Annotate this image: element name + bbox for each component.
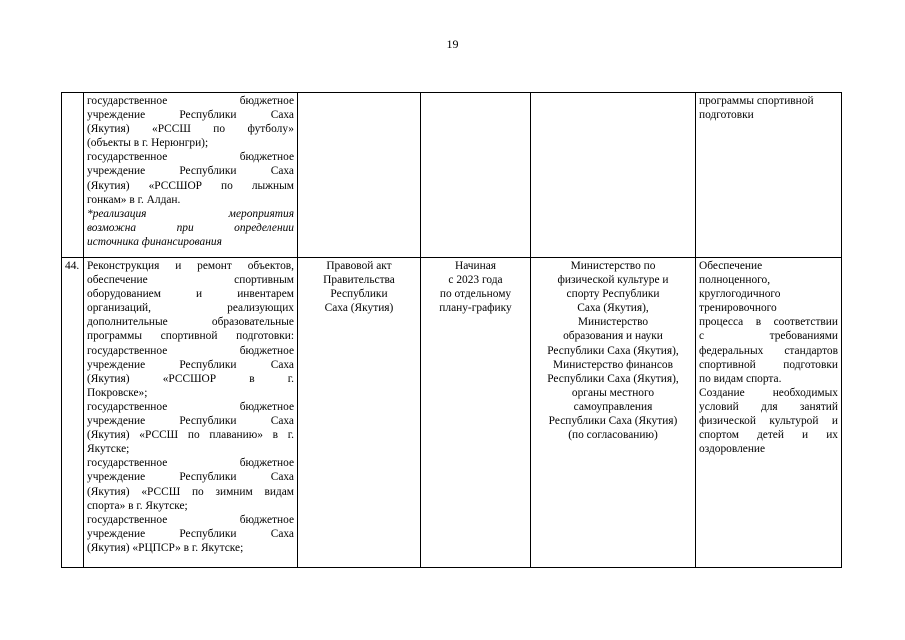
text-line: Министерство по (570, 260, 656, 272)
text-line: учреждение Республики Саха (87, 165, 294, 178)
text-line: физической культуре и (557, 274, 669, 287)
text-line: Министерство финансов (553, 358, 673, 371)
table-row (62, 258, 842, 568)
text-line: процесса в соответствии (699, 316, 838, 329)
text-line: Республики (330, 288, 388, 301)
text-line: с 2023 года (448, 274, 503, 287)
text-line: Саха (Якутия), (577, 302, 649, 315)
text-line: (объекты в г. Нерюнгри); (87, 137, 209, 150)
text-line: программы спортивной подготовки: (87, 330, 294, 343)
text-line: программы спортивной (699, 95, 814, 107)
text-line: образования и науки (563, 330, 663, 343)
text-line: Покровске»; (87, 386, 148, 399)
text-line: федеральных стандартов (699, 344, 838, 357)
text-line: (по согласованию) (568, 429, 658, 442)
cell-document-type (298, 258, 421, 568)
text-line: Республики Саха (Якутия), (547, 344, 679, 357)
text-line: дополнительные образовательные (87, 316, 294, 329)
text-line: спорта» в г. Якутске; (87, 499, 188, 512)
text-line: плану-графику (439, 302, 512, 315)
text-line: по видам спорта. (699, 372, 782, 385)
cell-activity (84, 258, 298, 568)
text-line: физической культурой и (699, 415, 838, 428)
text-line: условий для занятий (699, 400, 838, 413)
text-line: организаций, реализующих (87, 302, 294, 315)
cell-deadline (421, 93, 531, 258)
text-line: учреждение Республики Саха (87, 527, 294, 540)
text-line: Начиная (454, 260, 497, 272)
text-line: с требованиями (699, 330, 838, 343)
text-line: Создание необходимых (699, 386, 838, 399)
table-body (62, 93, 842, 568)
text-line: государственное бюджетное (87, 344, 294, 357)
text-line: государственное бюджетное (87, 457, 294, 470)
text-line: источника финансирования (87, 235, 222, 248)
text-line: (Якутия) «РССШ по зимним видам (87, 485, 294, 498)
text-line: Обеспечение (699, 260, 763, 272)
page-number: 19 (446, 37, 459, 51)
cell-number (62, 93, 84, 258)
text-line: государственное бюджетное (87, 95, 294, 107)
text-line: государственное бюджетное (87, 400, 294, 413)
text-line: спортом детей и их (699, 429, 838, 442)
cell-activity (84, 93, 298, 258)
text-line: Реконструкция и ремонт объектов, (87, 260, 294, 272)
text-line: (Якутия) «РССШ по футболу» (87, 123, 294, 136)
text-line: спорту Республики (566, 288, 660, 301)
text-line: оздоровление (699, 443, 766, 456)
text-line: (Якутия) «РССШОР по лыжным (87, 179, 294, 192)
text-line: полноценного, (699, 274, 771, 287)
text-line: Министерство (577, 316, 649, 329)
text-line: оборудованием и инвентарем (87, 288, 294, 301)
text-line: Республики Саха (Якутия), (547, 372, 679, 385)
cell-number: 44. (62, 258, 84, 568)
table-row (62, 93, 842, 258)
cell-document-type (298, 93, 421, 258)
cell-executors (531, 258, 696, 568)
text-line: (Якутия) «РССШ по плаванию» в г. (87, 429, 294, 442)
text-line: подготовки (699, 109, 754, 122)
text-line: спортивной подготовки (699, 358, 838, 371)
text-line: по отдельному (439, 288, 512, 301)
text-line: учреждение Республики Саха (87, 358, 294, 371)
text-line: (Якутия) «РЦПСР» в г. Якутске; (87, 541, 244, 554)
text-line: Правительства (323, 274, 395, 287)
text-line: тренировочного (699, 302, 777, 315)
text-line: учреждение Республики Саха (87, 471, 294, 484)
text-line: органы местного (571, 386, 655, 399)
text-line: круглогодичного (699, 288, 781, 301)
text-line: государственное бюджетное (87, 513, 294, 526)
text-line: Саха (Якутия) (324, 302, 394, 315)
text-line: учреждение Республики Саха (87, 415, 294, 428)
text-line: самоуправления (573, 400, 653, 413)
cell-expected-result (696, 258, 842, 568)
cell-expected-result (696, 93, 842, 258)
measures-table (61, 92, 842, 568)
text-line: Правовой акт (326, 260, 392, 272)
text-line: учреждение Республики Саха (87, 109, 294, 122)
text-line: гонкам» в г. Алдан. (87, 193, 181, 206)
cell-executors (531, 93, 696, 258)
text-line: государственное бюджетное (87, 151, 294, 164)
text-line: обеспечение спортивным (87, 274, 294, 287)
text-line: Якутске; (87, 443, 130, 456)
text-line: (Якутия) «РССШОР в г. (87, 372, 294, 385)
text-line: Республики Саха (Якутия) (548, 415, 678, 428)
cell-deadline (421, 258, 531, 568)
text-line: возможна при определении (87, 221, 294, 234)
text-line: *реализация мероприятия (87, 207, 294, 220)
